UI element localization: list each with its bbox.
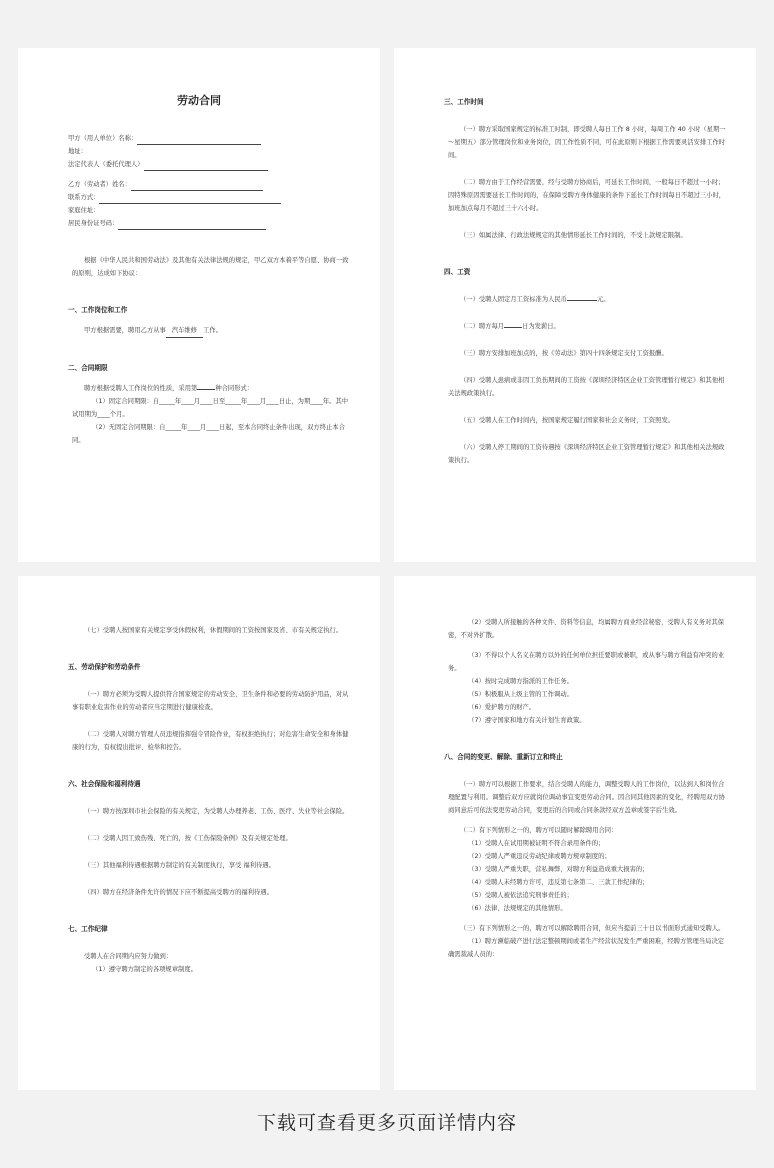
section-4-text-4: （四）受聘人患病或非因工负伤期间的工资按《深圳经济特区企业工资管理暂行规定》和其他相关法规政策执行。 [448, 377, 725, 397]
list-item: （4）受聘人未经聘方许可，违反第七条第二、三款工作纪律的； [468, 879, 649, 886]
list-item: （6）爱护聘方的财产。 [468, 704, 536, 711]
section-1-text: 甲方根据需要，聘用乙方从事 汽车维修 工作。 [72, 324, 354, 338]
intro-paragraph: 根据《中华人民共和国劳动法》及其他有关法律法规的规定，甲乙双方本着平等自愿、协商一致的原则，达成如下协议： [72, 257, 349, 277]
section-2-text-1: 聘方根据受聘人工作岗位的性质，采用第 种合同形式： [83, 385, 254, 392]
section-6-text-3: （三）其他福利待遇根据聘方制定的有关制度执行，享受 福利待遇。 [83, 862, 275, 869]
section-heading-1: 一、工作岗位和工作 [68, 306, 128, 314]
document-page-2 [394, 48, 756, 562]
section-4-text-7: （七）受聘人按国家有关规定享受休假权利，休假期间的工资按国家及省、市有关规定执行。 [83, 627, 343, 634]
download-more-caption[interactable]: 下载可查看更多页面详情内容 [256, 1112, 517, 1134]
document-page-4 [394, 576, 756, 1090]
job-title-value: 汽车维修 [166, 324, 203, 338]
section-3-text-3: （三）如属法律、行政法规规定的其他情形延长工作时间的，不受上款规定限制。 [459, 232, 687, 239]
section-7-text-4: （3）不得以个人名义在聘方以外的任何单位担任要职或兼职，或从事与聘方利益有冲突的业务。 [448, 652, 725, 672]
field-home-address: 家庭住址： [68, 207, 100, 214]
section-4-text-5: （五）受聘人在工作时间内，按国家规定履行国家和社会义务时，工资照发。 [459, 417, 675, 424]
section-heading-6: 六、社会保险和福利待遇 [68, 780, 141, 788]
section-heading-8: 八、合同的变更、解除、重新订立和终止 [444, 753, 563, 761]
list-item: （5）受聘人被依法追究刑事责任的； [468, 892, 573, 899]
section-8-text-1: （一）聘方可以根据工作要求，结合受聘人的能力，调整受聘人的工作岗位，以达到人和岗位合理配置与利用。调整后双方应就岗位调动事宜变更劳动合同。因合同其他因素的变化，经聘用双方协商同意后可依法变更劳动合同，变更后的合同或合同条款经双方盖章或签字后生效。 [448, 781, 726, 814]
section-4-text-1: （一）受聘人固定月工资标准为人民币 元。 [459, 296, 610, 303]
document-page-3 [18, 576, 380, 1090]
section-heading-5: 五、劳动保护和劳动条件 [68, 663, 141, 671]
list-item: （5）积极服从上级主管的工作调动。 [468, 691, 573, 698]
list-item: （4）按时完成聘方指派的工作任务。 [468, 678, 573, 685]
list-item: （1）受聘人在试用期被证明不符合录用条件的； [468, 840, 605, 847]
section-5-text-1: （一）聘方必须为受聘人提供符合国家规定的劳动安全、卫生条件和必要的劳动防护用品，对从事有职业危害作业的劳动者应当定期进行健康检查。 [72, 691, 349, 711]
contract-title: 劳动合同 [177, 94, 221, 107]
section-heading-7: 七、工作纪律 [68, 925, 108, 933]
section-2-text-2: （1）固定合同期限：自_____年____月____日至_____年____月____日止，为期____年。其中试用期为____个月。 [72, 398, 349, 418]
section-7-text-3: （2）受聘人所接触的各种文件、资料等信息，均属聘方商业经营秘密，受聘人有义务对其保密，不对外扩散。 [448, 619, 725, 639]
list-item: （2）受聘人严重违反劳动纪律或聘方规章制度的； [468, 853, 611, 860]
section-8-text-2: （二）有下列情形之一的，聘方可以随时解除聘用合同： [459, 827, 618, 834]
section-6-text-2: （二）受聘人因工致伤残、死亡的，按《工伤保险条例》及有关规定处理。 [83, 835, 292, 842]
section-2-text-3: （2）无固定合同期限：自_____年____月____日起，至本合同终止条件出现，双方终止本合同。 [72, 424, 345, 444]
field-employer-name: 甲方（用人单位）名称： [68, 132, 354, 145]
field-contact: 联系方式： [68, 191, 354, 204]
field-id-number: 居民身份证号码： [68, 217, 354, 230]
field-employee-name: 乙方（劳动者）姓名： [68, 178, 354, 191]
section-3-text-2: （二）聘方由于工作经营需要，经与受聘方协商后，可延长工作时间，一般每日不超过一小时；因特殊原因需要延长工作时间的，在保障受聘方身体健康的条件下延长工作时间每日不超过三小时，加班加点每月不超过三十六小时。 [448, 179, 726, 212]
section-4-text-3: （三）聘方安排加班加点的，按《劳动法》第四十四条规定支付工资报酬。 [459, 350, 668, 357]
section-8-text-3: （三）有下列情形之一的，聘方可以解除聘用合同，但应当提前三十日以书面形式通知受聘人。 [459, 925, 725, 932]
list-item: （3）受聘人严重失职，营私舞弊，对聘方利益造成重大损害的； [468, 866, 649, 873]
field-address: 地址： [68, 148, 87, 155]
section-heading-2: 二、合同期限 [68, 364, 108, 372]
section-4-text-6: （六）受聘人停工期间的工资待遇按《深圳经济特区企业工资管理暂行规定》和其他相关法规政策执行。 [448, 444, 725, 464]
list-item: （6）法律、法规规定的其他情形。 [468, 905, 567, 912]
list-item: （7）遵守国家和地方有关计划生育政策。 [468, 717, 586, 724]
field-legal-rep: 法定代表人（委托代理人） [68, 158, 354, 171]
section-6-text-4: （四）聘方在经济条件允许的情况下应不断提高受聘方的福利待遇。 [83, 889, 273, 896]
section-6-text-1: （一）聘方按深圳市社会保险的有关规定，为受聘人办理养老、工伤、医疗、失业等社会保险。 [83, 808, 349, 815]
section-7-text-1: 受聘人在合同期内应努力做到： [83, 953, 173, 960]
section-heading-4: 四、工资 [444, 268, 471, 276]
section-3-text-1: （一）聘方采取国家规定的标准工时制，即受聘人每日工作 8 小时，每周工作 40 小时（星期一～星期五）部分管理岗位和业务岗位，因工作性质不同，可在此原则下根据工作需要灵活安排工作时间。 [448, 126, 726, 159]
section-5-text-2: （二）受聘人对聘方管理人员违规指挥强令冒险作业，有权拒绝执行；对危害生命安全和身体健康的行为，有权提出批评、检举和控告。 [72, 731, 349, 751]
section-7-text-2: （1）遵守聘方制定的各项规章制度。 [92, 966, 197, 973]
section-8-text-4: （1）聘方濒临破产进行法定整顿期间或者生产经营状况发生严重困难，经聘方管理当局决定确需裁减人员的： [448, 938, 725, 958]
section-4-text-2: （二）聘方每月 日为发薪日。 [459, 323, 560, 330]
section-heading-3: 三、工作时间 [444, 98, 484, 106]
document-page-1 [18, 48, 380, 562]
